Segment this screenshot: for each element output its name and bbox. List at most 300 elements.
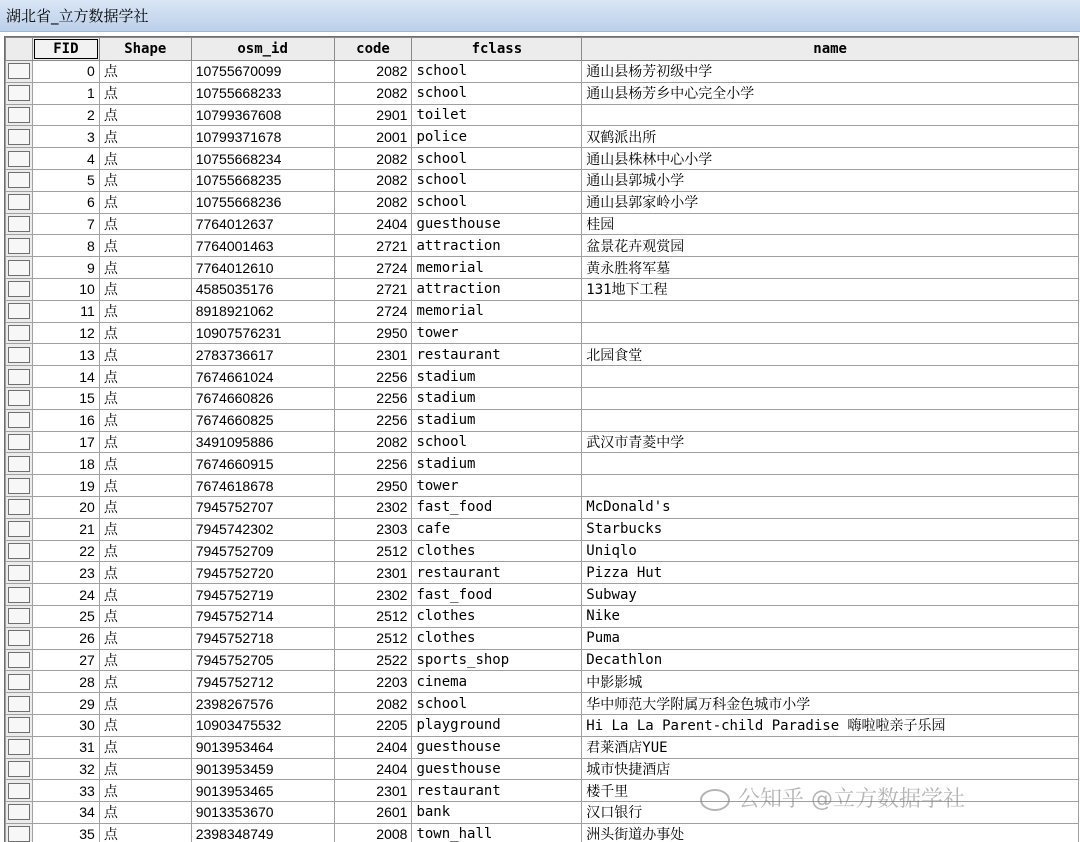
row-selector-button[interactable] <box>8 674 30 690</box>
cell-code[interactable]: 2724 <box>334 257 412 279</box>
table-row[interactable] <box>6 627 1079 649</box>
cell-code[interactable]: 2404 <box>334 213 412 235</box>
row-selector[interactable] <box>6 518 33 540</box>
cell-name[interactable]: 楼千里 <box>582 780 1079 802</box>
row-selector[interactable] <box>6 671 33 693</box>
cell-osm-id[interactable]: 10755668234 <box>191 148 334 170</box>
cell-fclass[interactable]: clothes <box>412 540 582 562</box>
cell-code[interactable]: 2303 <box>334 518 412 540</box>
cell-fclass[interactable]: playground <box>412 714 582 736</box>
row-selector-button[interactable] <box>8 260 30 276</box>
cell-osm-id[interactable]: 10755668236 <box>191 191 334 213</box>
row-selector[interactable] <box>6 322 33 344</box>
cell-shape[interactable]: 点 <box>99 453 191 475</box>
cell-code[interactable]: 2302 <box>334 496 412 518</box>
row-selector-button[interactable] <box>8 499 30 515</box>
row-selector-button[interactable] <box>8 151 30 167</box>
cell-shape[interactable]: 点 <box>99 257 191 279</box>
cell-osm-id[interactable]: 7945752707 <box>191 496 334 518</box>
column-header-fid[interactable] <box>32 38 99 61</box>
column-header-osm-id[interactable] <box>191 38 334 61</box>
cell-osm-id[interactable]: 9013953465 <box>191 780 334 802</box>
cell-shape[interactable]: 点 <box>99 605 191 627</box>
cell-shape[interactable]: 点 <box>99 169 191 191</box>
cell-name[interactable] <box>582 366 1079 388</box>
cell-fid[interactable]: 17 <box>32 431 99 453</box>
table-row[interactable] <box>6 82 1079 104</box>
row-selector[interactable] <box>6 344 33 366</box>
cell-fclass[interactable]: clothes <box>412 605 582 627</box>
cell-osm-id[interactable]: 4585035176 <box>191 278 334 300</box>
table-row[interactable] <box>6 322 1079 344</box>
row-selector[interactable] <box>6 148 33 170</box>
row-selector-button[interactable] <box>8 456 30 472</box>
cell-osm-id[interactable]: 7945752714 <box>191 605 334 627</box>
cell-fid[interactable]: 1 <box>32 82 99 104</box>
row-selector[interactable] <box>6 300 33 322</box>
table-row[interactable] <box>6 387 1079 409</box>
cell-fid[interactable]: 34 <box>32 802 99 824</box>
row-selector-button[interactable] <box>8 238 30 254</box>
row-selector-button[interactable] <box>8 390 30 406</box>
cell-name[interactable]: 通山县杨芳初级中学 <box>582 61 1079 83</box>
cell-name[interactable]: Hi La La Parent-child Paradise 嗨啦啦亲子乐园 <box>582 714 1079 736</box>
cell-fclass[interactable]: bank <box>412 802 582 824</box>
cell-fid[interactable]: 13 <box>32 344 99 366</box>
cell-code[interactable]: 2512 <box>334 627 412 649</box>
cell-code[interactable]: 2203 <box>334 671 412 693</box>
cell-shape[interactable]: 点 <box>99 758 191 780</box>
cell-code[interactable]: 2008 <box>334 823 412 842</box>
cell-osm-id[interactable]: 7674661024 <box>191 366 334 388</box>
cell-fid[interactable]: 8 <box>32 235 99 257</box>
cell-code[interactable]: 2901 <box>334 104 412 126</box>
row-selector-button[interactable] <box>8 565 30 581</box>
row-selector[interactable] <box>6 693 33 715</box>
table-row[interactable] <box>6 475 1079 497</box>
table-row[interactable] <box>6 823 1079 842</box>
row-selector-button[interactable] <box>8 107 30 123</box>
row-selector-button[interactable] <box>8 608 30 624</box>
cell-shape[interactable]: 点 <box>99 366 191 388</box>
cell-fclass[interactable]: memorial <box>412 300 582 322</box>
table-row[interactable] <box>6 191 1079 213</box>
cell-code[interactable]: 2522 <box>334 649 412 671</box>
table-row[interactable] <box>6 736 1079 758</box>
row-selector-button[interactable] <box>8 194 30 210</box>
cell-name[interactable]: 汉口银行 <box>582 802 1079 824</box>
cell-osm-id[interactable]: 10755670099 <box>191 61 334 83</box>
cell-osm-id[interactable]: 7945752712 <box>191 671 334 693</box>
cell-shape[interactable]: 点 <box>99 496 191 518</box>
row-selector[interactable] <box>6 278 33 300</box>
cell-code[interactable]: 2950 <box>334 322 412 344</box>
cell-fclass[interactable]: fast_food <box>412 496 582 518</box>
cell-name[interactable]: 黄永胜将军墓 <box>582 257 1079 279</box>
row-selector[interactable] <box>6 431 33 453</box>
cell-fclass[interactable]: tower <box>412 322 582 344</box>
row-selector-button[interactable] <box>8 783 30 799</box>
table-row[interactable] <box>6 714 1079 736</box>
cell-fid[interactable]: 27 <box>32 649 99 671</box>
cell-osm-id[interactable]: 7945752719 <box>191 584 334 606</box>
cell-osm-id[interactable]: 10755668235 <box>191 169 334 191</box>
row-selector-button[interactable] <box>8 826 30 842</box>
cell-fid[interactable]: 19 <box>32 475 99 497</box>
row-selector[interactable] <box>6 540 33 562</box>
cell-fclass[interactable]: town_hall <box>412 823 582 842</box>
cell-name[interactable] <box>582 453 1079 475</box>
cell-fid[interactable]: 18 <box>32 453 99 475</box>
cell-code[interactable]: 2082 <box>334 693 412 715</box>
row-selector[interactable] <box>6 649 33 671</box>
cell-fclass[interactable]: school <box>412 148 582 170</box>
table-row[interactable] <box>6 300 1079 322</box>
cell-fid[interactable]: 16 <box>32 409 99 431</box>
table-row[interactable] <box>6 496 1079 518</box>
cell-code[interactable]: 2404 <box>334 736 412 758</box>
row-selector[interactable] <box>6 453 33 475</box>
cell-name[interactable]: 武汉市青菱中学 <box>582 431 1079 453</box>
cell-fclass[interactable]: restaurant <box>412 562 582 584</box>
table-row[interactable] <box>6 518 1079 540</box>
cell-fid[interactable]: 25 <box>32 605 99 627</box>
cell-fclass[interactable]: tower <box>412 475 582 497</box>
row-selector[interactable] <box>6 475 33 497</box>
cell-fid[interactable]: 4 <box>32 148 99 170</box>
row-selector[interactable] <box>6 627 33 649</box>
cell-osm-id[interactable]: 2398348749 <box>191 823 334 842</box>
cell-osm-id[interactable]: 7945742302 <box>191 518 334 540</box>
cell-code[interactable]: 2001 <box>334 126 412 148</box>
row-selector-button[interactable] <box>8 478 30 494</box>
column-header-name[interactable] <box>582 38 1079 61</box>
cell-fclass[interactable]: school <box>412 693 582 715</box>
cell-name[interactable]: 华中师范大学附属万科金色城市小学 <box>582 693 1079 715</box>
cell-name[interactable]: 131地下工程 <box>582 278 1079 300</box>
cell-fclass[interactable]: fast_food <box>412 584 582 606</box>
cell-name[interactable] <box>582 475 1079 497</box>
cell-code[interactable]: 2950 <box>334 475 412 497</box>
cell-shape[interactable]: 点 <box>99 780 191 802</box>
row-selector-button[interactable] <box>8 412 30 428</box>
cell-fid[interactable]: 0 <box>32 61 99 83</box>
cell-shape[interactable]: 点 <box>99 562 191 584</box>
cell-shape[interactable]: 点 <box>99 148 191 170</box>
cell-osm-id[interactable]: 7674660825 <box>191 409 334 431</box>
cell-fclass[interactable]: attraction <box>412 235 582 257</box>
cell-fclass[interactable]: school <box>412 61 582 83</box>
cell-shape[interactable]: 点 <box>99 802 191 824</box>
cell-code[interactable]: 2724 <box>334 300 412 322</box>
cell-fid[interactable]: 24 <box>32 584 99 606</box>
cell-shape[interactable]: 点 <box>99 736 191 758</box>
row-selector-button[interactable] <box>8 652 30 668</box>
row-selector-button[interactable] <box>8 804 30 820</box>
table-row[interactable] <box>6 671 1079 693</box>
cell-name[interactable] <box>582 387 1079 409</box>
row-selector[interactable] <box>6 387 33 409</box>
row-selector[interactable] <box>6 562 33 584</box>
cell-fid[interactable]: 28 <box>32 671 99 693</box>
cell-name[interactable]: 通山县株林中心小学 <box>582 148 1079 170</box>
table-row[interactable] <box>6 758 1079 780</box>
row-selector-button[interactable] <box>8 696 30 712</box>
table-row[interactable] <box>6 213 1079 235</box>
row-selector-button[interactable] <box>8 739 30 755</box>
column-header-fclass[interactable] <box>412 38 582 61</box>
cell-osm-id[interactable]: 9013953464 <box>191 736 334 758</box>
cell-code[interactable]: 2256 <box>334 366 412 388</box>
cell-fid[interactable]: 23 <box>32 562 99 584</box>
cell-shape[interactable]: 点 <box>99 278 191 300</box>
cell-shape[interactable]: 点 <box>99 627 191 649</box>
cell-osm-id[interactable]: 7674660826 <box>191 387 334 409</box>
cell-name[interactable]: 通山县郭家岭小学 <box>582 191 1079 213</box>
cell-osm-id[interactable]: 7945752720 <box>191 562 334 584</box>
cell-code[interactable]: 2256 <box>334 409 412 431</box>
row-selector-button[interactable] <box>8 63 30 79</box>
cell-osm-id[interactable]: 10903475532 <box>191 714 334 736</box>
cell-fid[interactable]: 11 <box>32 300 99 322</box>
row-selector-button[interactable] <box>8 761 30 777</box>
cell-name[interactable]: 通山县杨芳乡中心完全小学 <box>582 82 1079 104</box>
row-selector-button[interactable] <box>8 717 30 733</box>
cell-name[interactable] <box>582 104 1079 126</box>
cell-fclass[interactable]: school <box>412 431 582 453</box>
cell-code[interactable]: 2301 <box>334 344 412 366</box>
row-selector-button[interactable] <box>8 325 30 341</box>
cell-name[interactable]: 北园食堂 <box>582 344 1079 366</box>
table-row[interactable] <box>6 104 1079 126</box>
cell-code[interactable]: 2256 <box>334 453 412 475</box>
cell-shape[interactable]: 点 <box>99 649 191 671</box>
attribute-table[interactable] <box>4 36 1079 842</box>
cell-shape[interactable]: 点 <box>99 213 191 235</box>
cell-osm-id[interactable]: 7945752718 <box>191 627 334 649</box>
cell-osm-id[interactable]: 9013353670 <box>191 802 334 824</box>
row-selector-button[interactable] <box>8 281 30 297</box>
cell-name[interactable]: 中影影城 <box>582 671 1079 693</box>
cell-shape[interactable]: 点 <box>99 82 191 104</box>
cell-code[interactable]: 2082 <box>334 82 412 104</box>
cell-fclass[interactable]: stadium <box>412 366 582 388</box>
cell-shape[interactable]: 点 <box>99 344 191 366</box>
cell-fid[interactable]: 14 <box>32 366 99 388</box>
cell-shape[interactable]: 点 <box>99 387 191 409</box>
table-row[interactable] <box>6 148 1079 170</box>
table-row[interactable] <box>6 562 1079 584</box>
cell-fclass[interactable]: guesthouse <box>412 736 582 758</box>
cell-osm-id[interactable]: 7764001463 <box>191 235 334 257</box>
cell-shape[interactable]: 点 <box>99 126 191 148</box>
row-selector-button[interactable] <box>8 216 30 232</box>
cell-code[interactable]: 2205 <box>334 714 412 736</box>
cell-code[interactable]: 2721 <box>334 278 412 300</box>
cell-code[interactable]: 2082 <box>334 169 412 191</box>
row-selector-button[interactable] <box>8 369 30 385</box>
cell-shape[interactable]: 点 <box>99 671 191 693</box>
cell-fid[interactable]: 22 <box>32 540 99 562</box>
row-selector[interactable] <box>6 257 33 279</box>
cell-fclass[interactable]: stadium <box>412 387 582 409</box>
table-row[interactable] <box>6 649 1079 671</box>
row-selector[interactable] <box>6 82 33 104</box>
cell-shape[interactable]: 点 <box>99 475 191 497</box>
table-row[interactable] <box>6 453 1079 475</box>
cell-fid[interactable]: 30 <box>32 714 99 736</box>
row-selector[interactable] <box>6 213 33 235</box>
row-selector-button[interactable] <box>8 129 30 145</box>
table-row[interactable] <box>6 126 1079 148</box>
cell-fclass[interactable]: clothes <box>412 627 582 649</box>
table-row[interactable] <box>6 409 1079 431</box>
cell-fclass[interactable]: guesthouse <box>412 758 582 780</box>
table-row[interactable] <box>6 235 1079 257</box>
cell-shape[interactable]: 点 <box>99 191 191 213</box>
table-row[interactable] <box>6 540 1079 562</box>
cell-fclass[interactable]: police <box>412 126 582 148</box>
cell-fclass[interactable]: school <box>412 169 582 191</box>
cell-fid[interactable]: 33 <box>32 780 99 802</box>
row-selector[interactable] <box>6 823 33 842</box>
row-selector-button[interactable] <box>8 543 30 559</box>
cell-code[interactable]: 2256 <box>334 387 412 409</box>
cell-fclass[interactable]: sports_shop <box>412 649 582 671</box>
cell-osm-id[interactable]: 9013953459 <box>191 758 334 780</box>
cell-name[interactable]: Uniqlo <box>582 540 1079 562</box>
row-selector-button[interactable] <box>8 521 30 537</box>
cell-name[interactable]: Starbucks <box>582 518 1079 540</box>
cell-fclass[interactable]: restaurant <box>412 780 582 802</box>
table-row[interactable] <box>6 278 1079 300</box>
row-selector[interactable] <box>6 169 33 191</box>
row-selector[interactable] <box>6 191 33 213</box>
cell-fclass[interactable]: attraction <box>412 278 582 300</box>
cell-fid[interactable]: 31 <box>32 736 99 758</box>
cell-name[interactable]: McDonald's <box>582 496 1079 518</box>
row-selector-button[interactable] <box>8 347 30 363</box>
table-row[interactable] <box>6 61 1079 83</box>
cell-fclass[interactable]: cinema <box>412 671 582 693</box>
row-selector[interactable] <box>6 409 33 431</box>
cell-shape[interactable]: 点 <box>99 322 191 344</box>
cell-fid[interactable]: 21 <box>32 518 99 540</box>
cell-fid[interactable]: 10 <box>32 278 99 300</box>
row-selector[interactable] <box>6 366 33 388</box>
row-selector[interactable] <box>6 584 33 606</box>
cell-osm-id[interactable]: 2398267576 <box>191 693 334 715</box>
cell-name[interactable] <box>582 409 1079 431</box>
cell-name[interactable]: 通山县郭城小学 <box>582 169 1079 191</box>
cell-shape[interactable]: 点 <box>99 431 191 453</box>
row-selector-button[interactable] <box>8 303 30 319</box>
cell-fclass[interactable]: guesthouse <box>412 213 582 235</box>
cell-shape[interactable]: 点 <box>99 540 191 562</box>
cell-osm-id[interactable]: 7764012637 <box>191 213 334 235</box>
cell-name[interactable]: 君莱酒店YUE <box>582 736 1079 758</box>
cell-osm-id[interactable]: 7674618678 <box>191 475 334 497</box>
cell-name[interactable]: Nike <box>582 605 1079 627</box>
table-row[interactable] <box>6 693 1079 715</box>
cell-fclass[interactable]: school <box>412 191 582 213</box>
cell-osm-id[interactable]: 10799367608 <box>191 104 334 126</box>
cell-osm-id[interactable]: 7945752705 <box>191 649 334 671</box>
row-selector-button[interactable] <box>8 587 30 603</box>
row-selector[interactable] <box>6 104 33 126</box>
row-selector[interactable] <box>6 714 33 736</box>
column-header-shape[interactable] <box>99 38 191 61</box>
cell-name[interactable]: Decathlon <box>582 649 1079 671</box>
cell-fid[interactable]: 3 <box>32 126 99 148</box>
cell-name[interactable] <box>582 322 1079 344</box>
cell-name[interactable] <box>582 300 1079 322</box>
cell-code[interactable]: 2082 <box>334 191 412 213</box>
table-row[interactable] <box>6 605 1079 627</box>
cell-fclass[interactable]: stadium <box>412 409 582 431</box>
row-selector[interactable] <box>6 758 33 780</box>
table-row[interactable] <box>6 344 1079 366</box>
table-row[interactable] <box>6 584 1079 606</box>
cell-fclass[interactable]: cafe <box>412 518 582 540</box>
cell-fclass[interactable]: toilet <box>412 104 582 126</box>
cell-shape[interactable]: 点 <box>99 714 191 736</box>
cell-fid[interactable]: 29 <box>32 693 99 715</box>
cell-fclass[interactable]: memorial <box>412 257 582 279</box>
cell-shape[interactable]: 点 <box>99 61 191 83</box>
cell-osm-id[interactable]: 8918921062 <box>191 300 334 322</box>
table-row[interactable] <box>6 366 1079 388</box>
cell-name[interactable]: 双鹤派出所 <box>582 126 1079 148</box>
table-row[interactable] <box>6 257 1079 279</box>
table-row[interactable] <box>6 169 1079 191</box>
row-selector-button[interactable] <box>8 630 30 646</box>
cell-osm-id[interactable]: 7764012610 <box>191 257 334 279</box>
cell-code[interactable]: 2512 <box>334 605 412 627</box>
cell-shape[interactable]: 点 <box>99 300 191 322</box>
cell-fid[interactable]: 6 <box>32 191 99 213</box>
row-selector-button[interactable] <box>8 434 30 450</box>
cell-osm-id[interactable]: 10755668233 <box>191 82 334 104</box>
cell-fid[interactable]: 15 <box>32 387 99 409</box>
cell-fclass[interactable]: school <box>412 82 582 104</box>
cell-fclass[interactable]: stadium <box>412 453 582 475</box>
row-selector[interactable] <box>6 605 33 627</box>
cell-code[interactable]: 2721 <box>334 235 412 257</box>
row-selector[interactable] <box>6 61 33 83</box>
row-selector[interactable] <box>6 736 33 758</box>
cell-osm-id[interactable]: 7674660915 <box>191 453 334 475</box>
table-row[interactable] <box>6 431 1079 453</box>
row-selector[interactable] <box>6 235 33 257</box>
cell-shape[interactable]: 点 <box>99 409 191 431</box>
cell-fclass[interactable]: restaurant <box>412 344 582 366</box>
cell-name[interactable]: Pizza Hut <box>582 562 1079 584</box>
cell-osm-id[interactable]: 7945752709 <box>191 540 334 562</box>
cell-name[interactable]: 桂园 <box>582 213 1079 235</box>
cell-osm-id[interactable]: 2783736617 <box>191 344 334 366</box>
cell-shape[interactable]: 点 <box>99 584 191 606</box>
cell-fid[interactable]: 12 <box>32 322 99 344</box>
row-selector[interactable] <box>6 780 33 802</box>
cell-fid[interactable]: 35 <box>32 823 99 842</box>
cell-shape[interactable]: 点 <box>99 104 191 126</box>
cell-code[interactable]: 2082 <box>334 61 412 83</box>
cell-code[interactable]: 2082 <box>334 148 412 170</box>
cell-code[interactable]: 2301 <box>334 562 412 584</box>
cell-code[interactable]: 2601 <box>334 802 412 824</box>
cell-code[interactable]: 2082 <box>334 431 412 453</box>
